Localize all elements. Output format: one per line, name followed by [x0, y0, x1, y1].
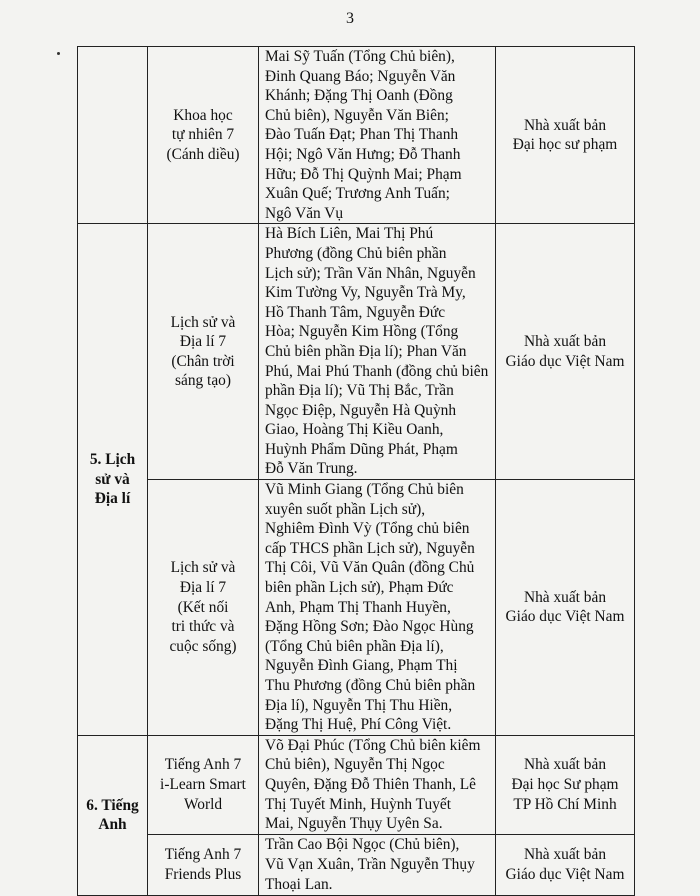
publisher-cell: Nhà xuất bản Đại học Sư phạm TP Hồ Chí Minh [496, 735, 635, 834]
book-title-cell: Lịch sử và Địa lí 7 (Chân trời sáng tạo) [148, 224, 259, 480]
authors-cell: Vũ Minh Giang (Tổng Chủ biên xuyên suốt phần Lịch sử), Nghiêm Đình Vỳ (Tổng chủ biên cấp THCS phần Lịch sử), Nguyễn Thị Côi, Vũ Văn Quân (đồng Chủ biên phần Lịch sử), Phạm Đức Anh, Phạm Thị Thanh Huyền, Đặng Hồng Sơn; Đào Ngọc Hùng (Tổng Chủ biên phần Địa lí), Nguyễn Đình Giang, Phạm Thị Thu Phương (đồng Chủ biên phần Địa lí), Nguyễn Thị Thu Hiền, Đặng Thị Huệ, Phí Công Việt. [259, 480, 496, 736]
subject-cell-history-geography: 5. Lịch sử và Địa lí [78, 224, 148, 735]
stray-mark [57, 52, 60, 55]
book-title-cell: Lịch sử và Địa lí 7 (Kết nối tri thức và cuộc sống) [148, 480, 259, 736]
textbook-table [77, 46, 635, 896]
authors-cell: Hà Bích Liên, Mai Thị Phú Phương (đồng Chủ biên phần Lịch sử); Trần Văn Nhân, Nguyễn Kim Tường Vy, Nguyễn Trà My, Hồ Thanh Tâm, Nguyễn Đức Hòa; Nguyễn Kim Hồng (Tổng Chủ biên phần Địa lí); Phan Văn Phú, Mai Phú Thanh (đồng chủ biên phần Địa lí); Vũ Thị Bắc, Trần Ngọc Điệp, Nguyễn Hà Quỳnh Giao, Hoàng Thị Kiều Oanh, Huỳnh Phẩm Dũng Phát, Phạm Đỗ Văn Trung. [259, 224, 496, 480]
publisher-cell: Nhà xuất bản Giáo dục Việt Nam [496, 224, 635, 480]
table-row [78, 224, 635, 480]
publisher-cell: Nhà xuất bản Giáo dục Việt Nam [496, 834, 635, 895]
subject-cell-empty [78, 47, 148, 224]
book-title-cell: Khoa học tự nhiên 7 (Cánh diều) [148, 47, 259, 224]
table-row [78, 735, 635, 834]
table-row [78, 47, 635, 224]
authors-cell: Mai Sỹ Tuấn (Tổng Chủ biên), Đinh Quang Báo; Nguyễn Văn Khánh; Đặng Thị Oanh (Đồng Chủ biên), Nguyễn Văn Biên; Đào Tuấn Đạt; Phan Thị Thanh Hội; Ngô Văn Hưng; Đỗ Thanh Hữu; Đỗ Thị Quỳnh Mai; Phạm Xuân Quế; Trương Anh Tuấn; Ngô Văn Vụ [259, 47, 496, 224]
book-title-cell: Tiếng Anh 7 i-Learn Smart World [148, 735, 259, 834]
subject-cell-english: 6. Tiếng Anh [78, 735, 148, 895]
authors-cell: Võ Đại Phúc (Tổng Chủ biên kiêm Chủ biên), Nguyễn Thị Ngọc Quyên, Đặng Đỗ Thiên Thanh, Lê Thị Tuyết Minh, Huỳnh Tuyết Mai, Nguyễn Thụy Uyên Sa. [259, 735, 496, 834]
table-row [78, 834, 635, 895]
publisher-cell: Nhà xuất bản Đại học sư phạm [496, 47, 635, 224]
table-row [78, 480, 635, 736]
authors-cell: Trần Cao Bội Ngọc (Chủ biên), Vũ Vạn Xuân, Trần Nguyễn Thụy Thoại Lan. [259, 834, 496, 895]
page-number: 3 [346, 10, 354, 27]
book-title-cell: Tiếng Anh 7 Friends Plus [148, 834, 259, 895]
publisher-cell: Nhà xuất bản Giáo dục Việt Nam [496, 480, 635, 736]
